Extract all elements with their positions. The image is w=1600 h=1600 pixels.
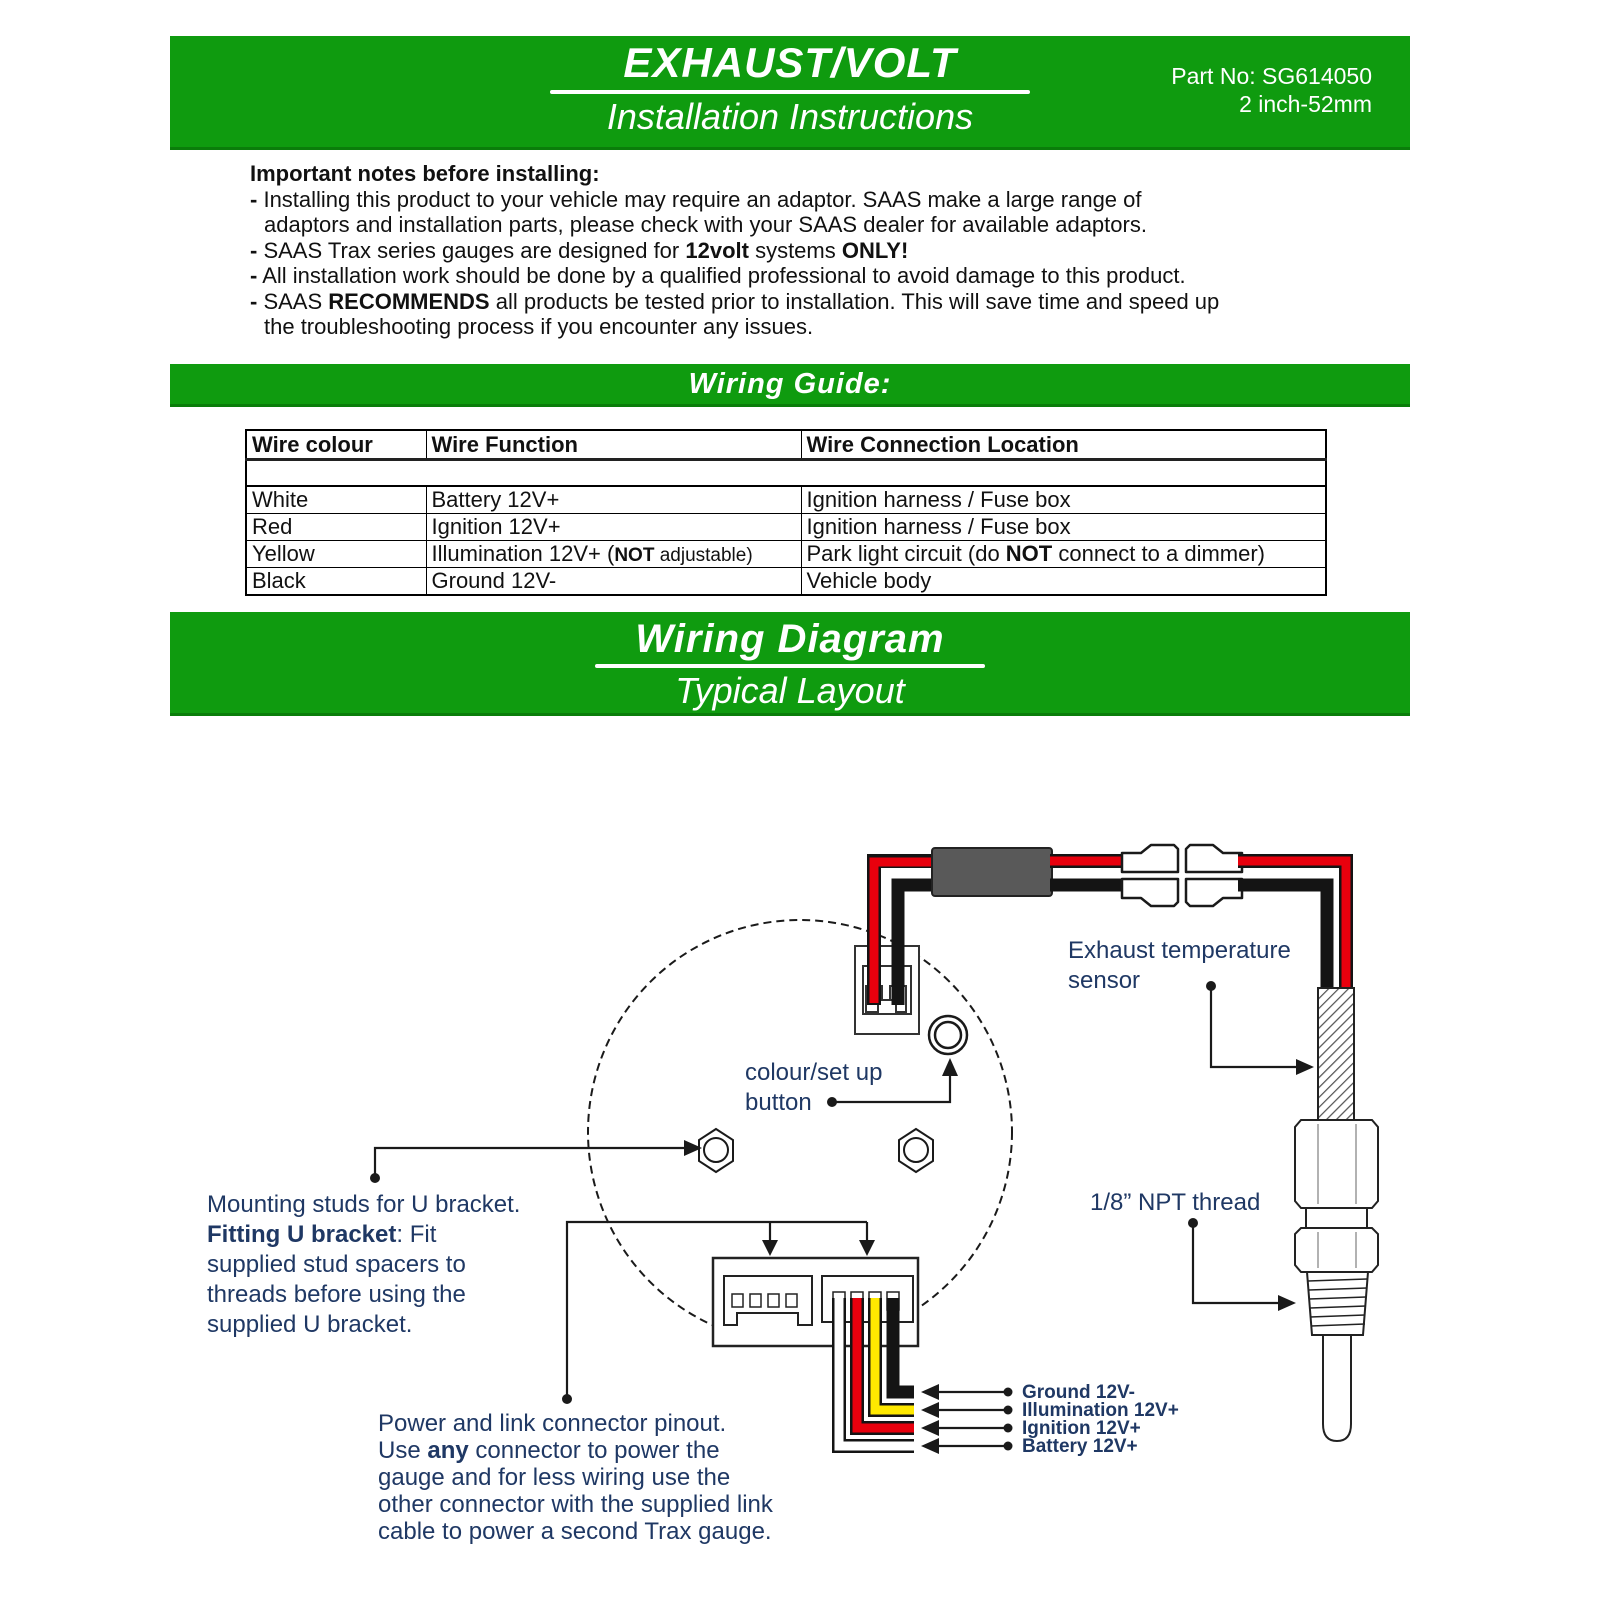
col-header-wire-function: Wire Function (426, 430, 801, 460)
diagram-title-underline (595, 664, 985, 668)
wire-label-illumination: Illumination 12V+ (1022, 1400, 1179, 1421)
npt-thread-label: 1/8” NPT thread (1090, 1189, 1261, 1216)
wire-label-ground: Ground 12V- (1022, 1382, 1135, 1403)
spade-terminals (1122, 845, 1242, 906)
page-title: EXHAUST/VOLT (623, 39, 957, 86)
cell-location: Ignition harness / Fuse box (801, 514, 1326, 541)
wire-label-battery: Battery 12V+ (1022, 1436, 1138, 1457)
col-header-wire-colour: Wire colour (246, 430, 426, 460)
table-row-black (246, 568, 1326, 596)
table-row-yellow (246, 541, 1326, 568)
part-number: Part No: SG614050 (1171, 63, 1372, 89)
cell-location: Vehicle body (801, 568, 1326, 596)
wiring-diagram-graphic (0, 780, 1600, 1580)
wiring-guide-title: Wiring Guide: (688, 368, 892, 400)
table-row-red (246, 514, 1326, 541)
wiring-diagram-banner (170, 612, 1410, 716)
wiring-guide-banner (170, 364, 1410, 407)
cell-colour: Yellow (246, 541, 426, 568)
spacer-cell (246, 460, 1326, 487)
wiring-diagram-subtitle: Typical Layout (675, 670, 905, 711)
sensor-label: Exhaust temperature sensor (1068, 937, 1291, 994)
note-professional: - All installation work should be done by a qualified professional to avoid damage to this product. (250, 263, 1186, 288)
gauge-size: 2 inch-52mm (1239, 91, 1372, 117)
header-banner (170, 36, 1410, 150)
cell-function: Ground 12V- (426, 568, 801, 596)
cell-function: Battery 12V+ (426, 486, 801, 514)
wiring-diagram-title: Wiring Diagram (635, 617, 945, 661)
col-header-wire-location: Wire Connection Location (801, 430, 1326, 460)
table-row-white (246, 486, 1326, 514)
sensor-braided-sheath (1318, 988, 1354, 1120)
notes-heading: Important notes before installing: (250, 161, 600, 186)
note-testing: - SAAS RECOMMENDS all products be tested prior to installation. This will save time and speed up (250, 288, 1220, 314)
note-adaptor-cont: adaptors and installation parts, please check with your SAAS dealer for available adaptors. (264, 212, 1147, 237)
mounting-studs-label: Mounting studs for U bracket. Fitting U bracket: Fit supplied stud spacers to threads before using the supplied U bracket. (207, 1191, 521, 1338)
sensor-plug-socket (855, 946, 919, 1034)
module-wires (1050, 861, 1126, 885)
page-subtitle: Installation Instructions (606, 96, 974, 137)
cell-location: Ignition harness / Fuse box (801, 486, 1326, 514)
note-adaptor: - Installing this product to your vehicle may require an adaptor. SAAS make a large range of (250, 186, 1142, 212)
cell-location: Park light circuit (do NOT connect to a dimmer) (801, 541, 1326, 568)
part-info (1171, 62, 1372, 118)
note-testing-cont: the troubleshooting process if you encounter any issues. (264, 314, 814, 339)
cell-colour: White (246, 486, 426, 514)
title-underline (550, 90, 1030, 94)
setup-button-label: colour/set up button (745, 1059, 883, 1116)
table-spacer-row (246, 460, 1326, 487)
cell-colour: Black (246, 568, 426, 596)
wire-label-ignition: Ignition 12V+ (1022, 1418, 1141, 1439)
pinout-label: Power and link connector pinout. Use any connector to power the gauge and for less wiring use the other connector with the supplied link cable to power a second Trax gauge. (378, 1410, 773, 1545)
note-12volt: - SAAS Trax series gauges are designed for 12volt systems ONLY! (250, 237, 909, 263)
important-notes (250, 161, 1380, 340)
inline-module (932, 848, 1052, 896)
cell-colour: Red (246, 514, 426, 541)
wiring-guide-table (245, 429, 1327, 596)
cell-function: Ignition 12V+ (426, 514, 801, 541)
cell-function: Illumination 12V+ (NOT adjustable) (426, 541, 801, 568)
setup-button (929, 1016, 967, 1054)
table-header-row (246, 430, 1326, 460)
